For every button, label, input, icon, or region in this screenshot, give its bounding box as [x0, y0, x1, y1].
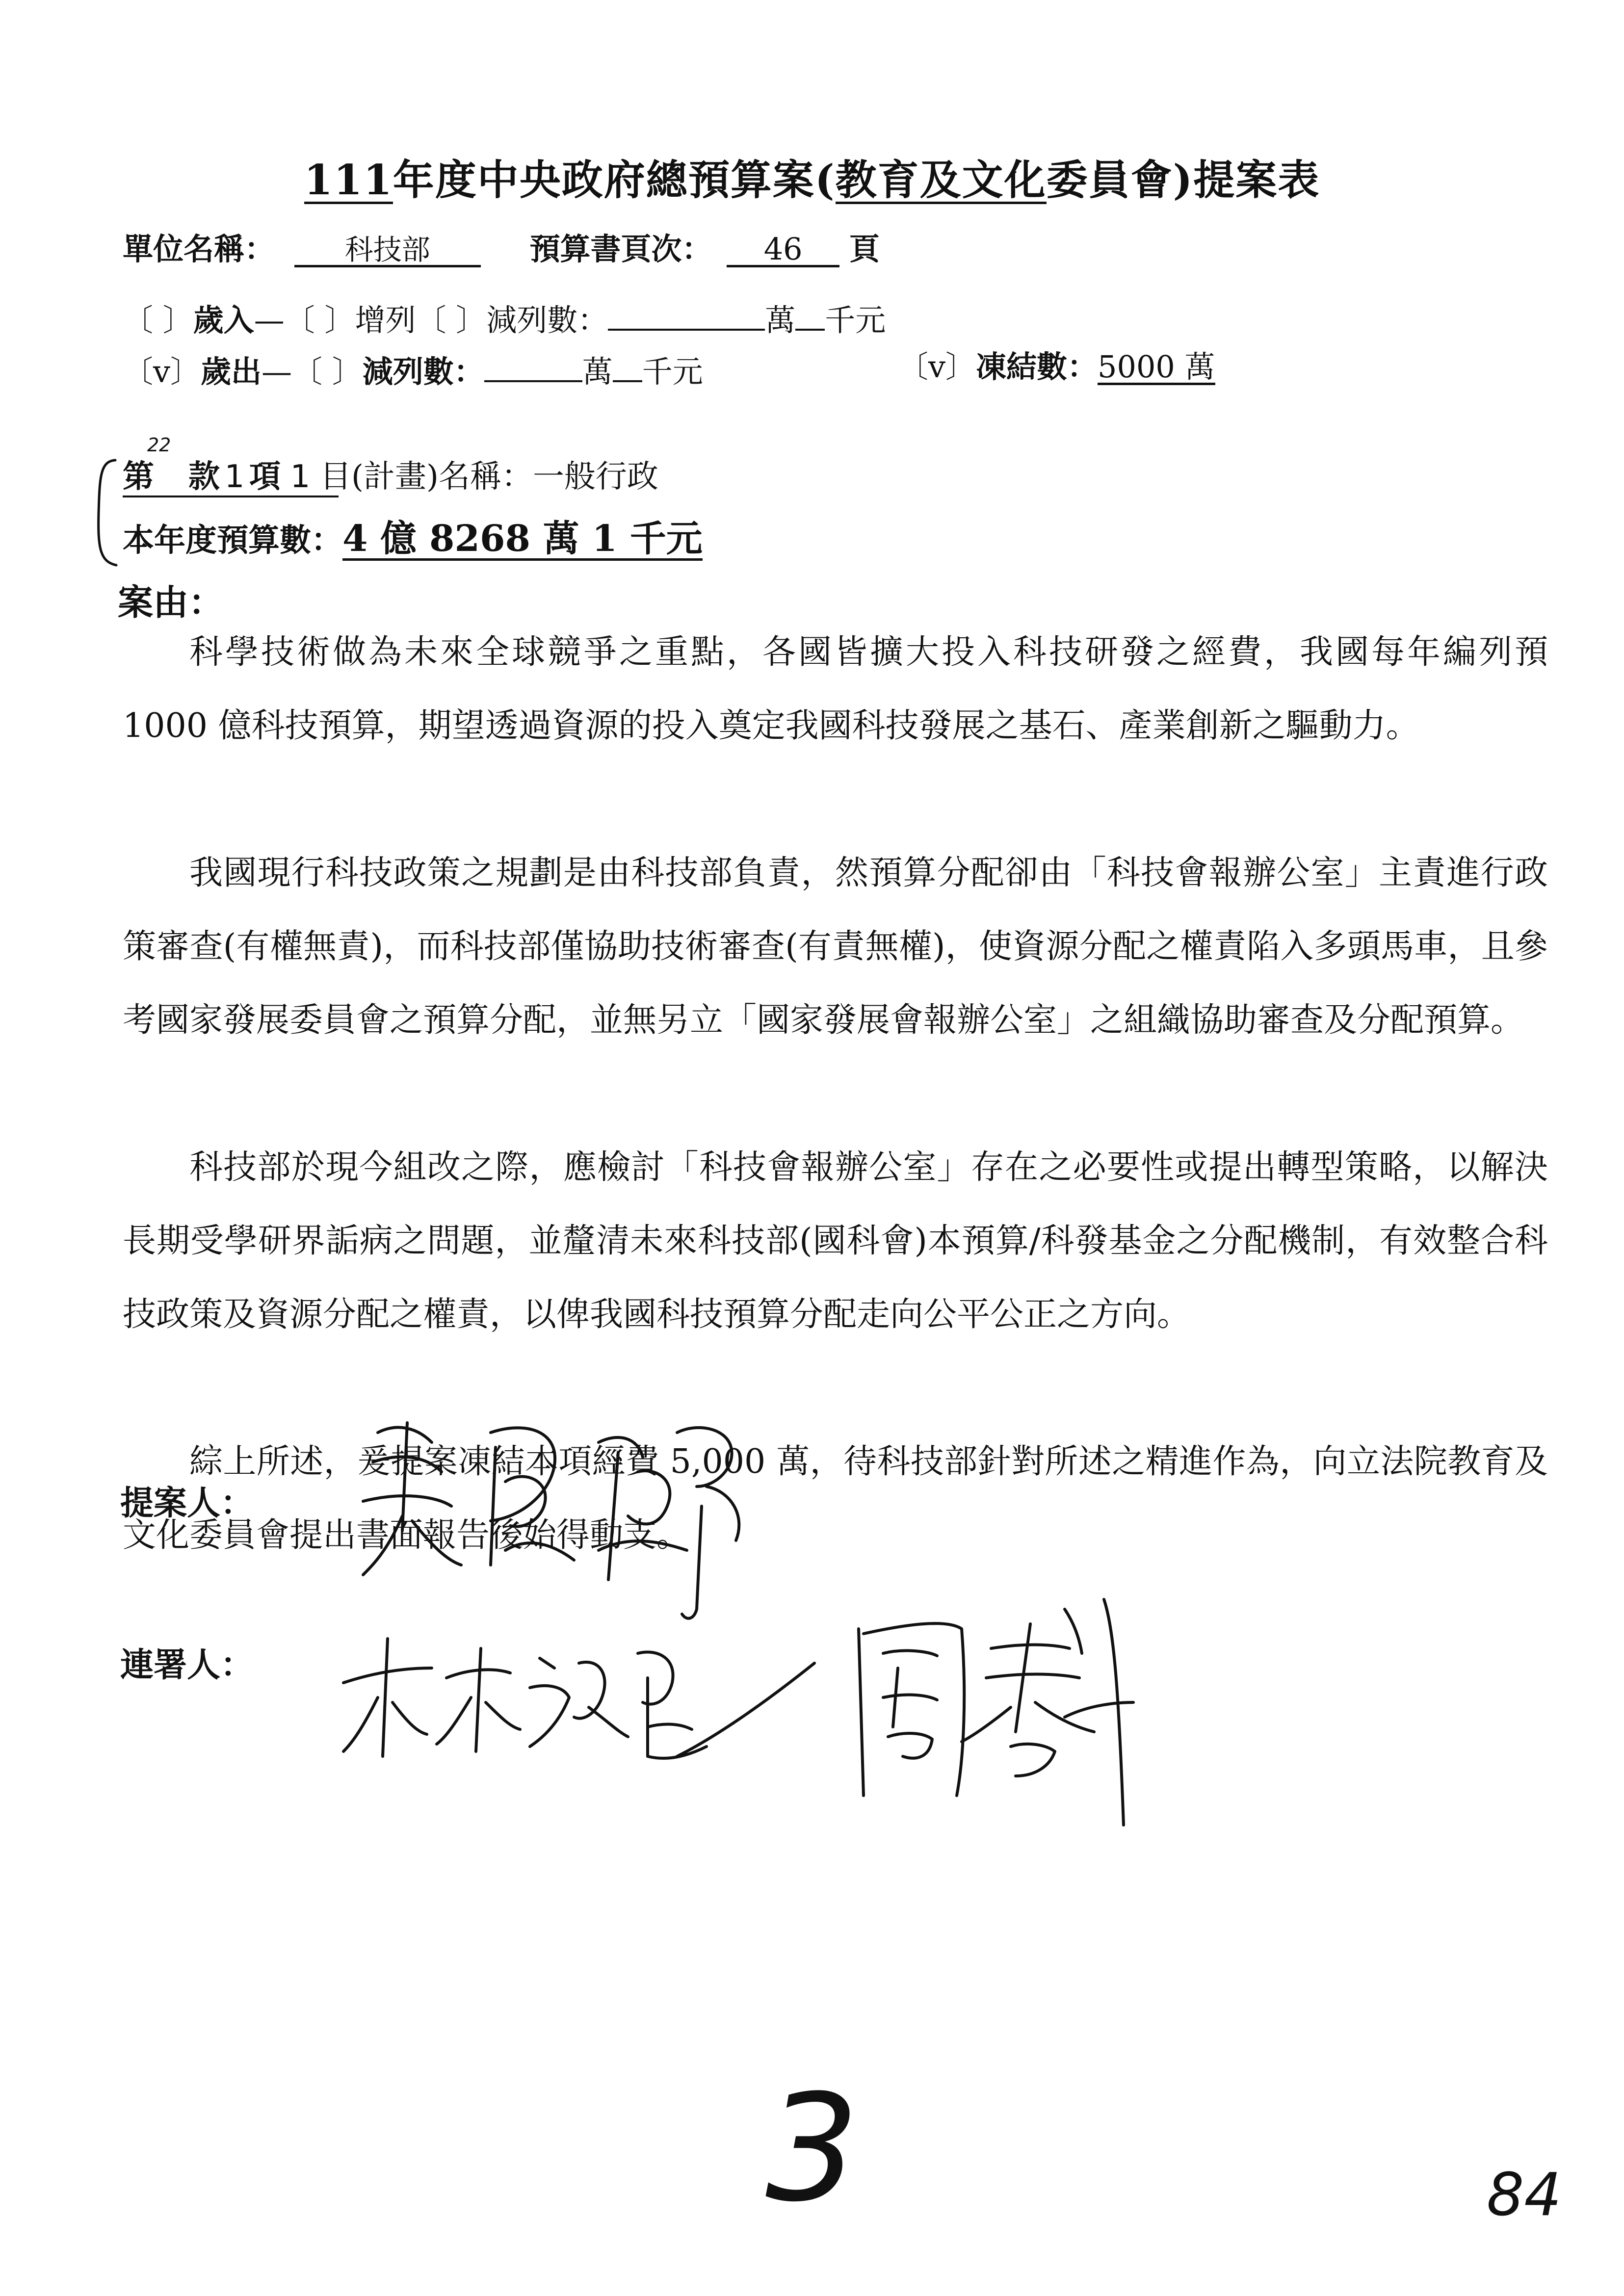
expense-cut-checkbox: 〔 〕: [292, 354, 363, 390]
unit-row: [123, 233, 880, 267]
unit-value: 科技部: [294, 235, 481, 267]
item-underline: [123, 496, 339, 497]
reason-paragraph-2: 我國現行科技政策之規劃是由科技部負責，然預算分配卻由「科技會報辦公室」主責進行政策審查(有權無責)，而科技部僅協助技術審查(有責無權)，使資源分配之權責陷入多頭馬車，且參考國家發展委員會之預算分配，並無另立「國家發展會報辦公室」之組織協助審查及分配預算。: [123, 854, 1548, 1040]
expense-qian-blank: [613, 351, 642, 382]
revenue-add: 增列: [355, 302, 416, 338]
title-committee: 教育及文化: [835, 156, 1047, 204]
item-xiang: 項: [249, 458, 281, 495]
freeze-row: [898, 351, 1215, 385]
item-mu-number: 1: [290, 459, 311, 495]
freeze-checkbox: 〔v〕: [898, 349, 976, 385]
title-prefix: 年度中央政府總預算案(: [393, 156, 836, 204]
expense-cut-label: 減列數：: [362, 354, 484, 390]
revenue-label: 歲入: [193, 302, 254, 338]
page-number: 84: [1487, 2161, 1562, 2229]
expense-dash: —: [262, 354, 292, 390]
expense-label: 歲出: [201, 354, 262, 390]
item-xiang-number: 1: [224, 459, 245, 495]
expense-wan: 萬: [582, 354, 613, 390]
revenue-add-checkbox: 〔 〕: [284, 302, 355, 338]
revenue-qian-blank: [795, 299, 825, 331]
revenue-cut-label: 減列數：: [486, 302, 608, 338]
item-row: [123, 458, 658, 495]
expense-row: [123, 351, 703, 390]
cosigner-label: 連署人：: [120, 1645, 254, 1685]
title-year: 111: [304, 156, 393, 204]
budget-value: 4 億 8268 萬 1 千元: [342, 518, 703, 560]
proposer-signature: [343, 1403, 810, 1639]
proposer-label: 提案人：: [120, 1484, 254, 1523]
cosigner-signature-1: [334, 1609, 824, 1786]
revenue-cut-checkbox: 〔 〕: [416, 302, 487, 338]
cosigner-signature-2: [829, 1570, 1143, 1845]
revenue-wan: 萬: [765, 302, 796, 338]
title-suffix: 委員會)提案表: [1046, 156, 1320, 204]
unit-label: 單位名稱：: [123, 231, 275, 267]
revenue-wan-blank: [608, 299, 765, 331]
expense-checkbox: 〔v〕: [123, 354, 201, 390]
page-title: [0, 147, 1624, 207]
page-value: 46: [727, 233, 839, 267]
item-name-label: 目(計畫)名稱：: [320, 459, 533, 495]
reason-paragraph-4: 綜上所述，爰提案凍結本項經費 5,000 萬，待科技部針對所述之精進作為，向立法院教育及文化委員會提出書面報告後始得動支。: [123, 1442, 1548, 1555]
page-label: 預算書頁次：: [529, 231, 712, 267]
expense-wan-blank: [484, 351, 582, 382]
revenue-qian: 千元: [825, 302, 886, 338]
item-kuan-number: 22: [147, 434, 171, 456]
revenue-checkbox: 〔 〕: [123, 302, 193, 338]
budget-row: [123, 520, 703, 561]
item-kuan: 款: [188, 458, 220, 495]
reason-paragraph-1: 科學技術做為未來全球競爭之重點，各國皆擴大投入科技研發之經費，我國每年編列預 1000 億科技預算，期望透過資源的投入奠定我國科技發展之基石、產業創新之驅動力。: [123, 633, 1548, 745]
item-di: 第: [123, 458, 154, 495]
reason-heading: 案由：: [118, 581, 224, 623]
budget-label: 本年度預算數：: [123, 522, 342, 559]
revenue-row: [123, 299, 886, 336]
item-name-value: 一般行政: [532, 459, 658, 495]
page-unit: 頁: [849, 231, 880, 267]
freeze-value: 5000 萬: [1098, 349, 1215, 385]
reason-paragraph-3: 科技部於現今組改之際，應檢討「科技會報辦公室」存在之必要性或提出轉型策略，以解決長期受學研界詬病之問題，並釐清未來科技部(國科會)本預算/科發基金之分配機制，有效整合科技政策及資源分配之權責，以俾我國科技預算分配走向公平公正之方向。: [123, 1148, 1548, 1334]
revenue-dash: —: [254, 302, 285, 338]
expense-qian: 千元: [642, 354, 703, 390]
item-bracket: [86, 456, 125, 569]
freeze-label: 凍結數：: [976, 349, 1098, 385]
sequence-number: 3: [765, 2063, 859, 2234]
